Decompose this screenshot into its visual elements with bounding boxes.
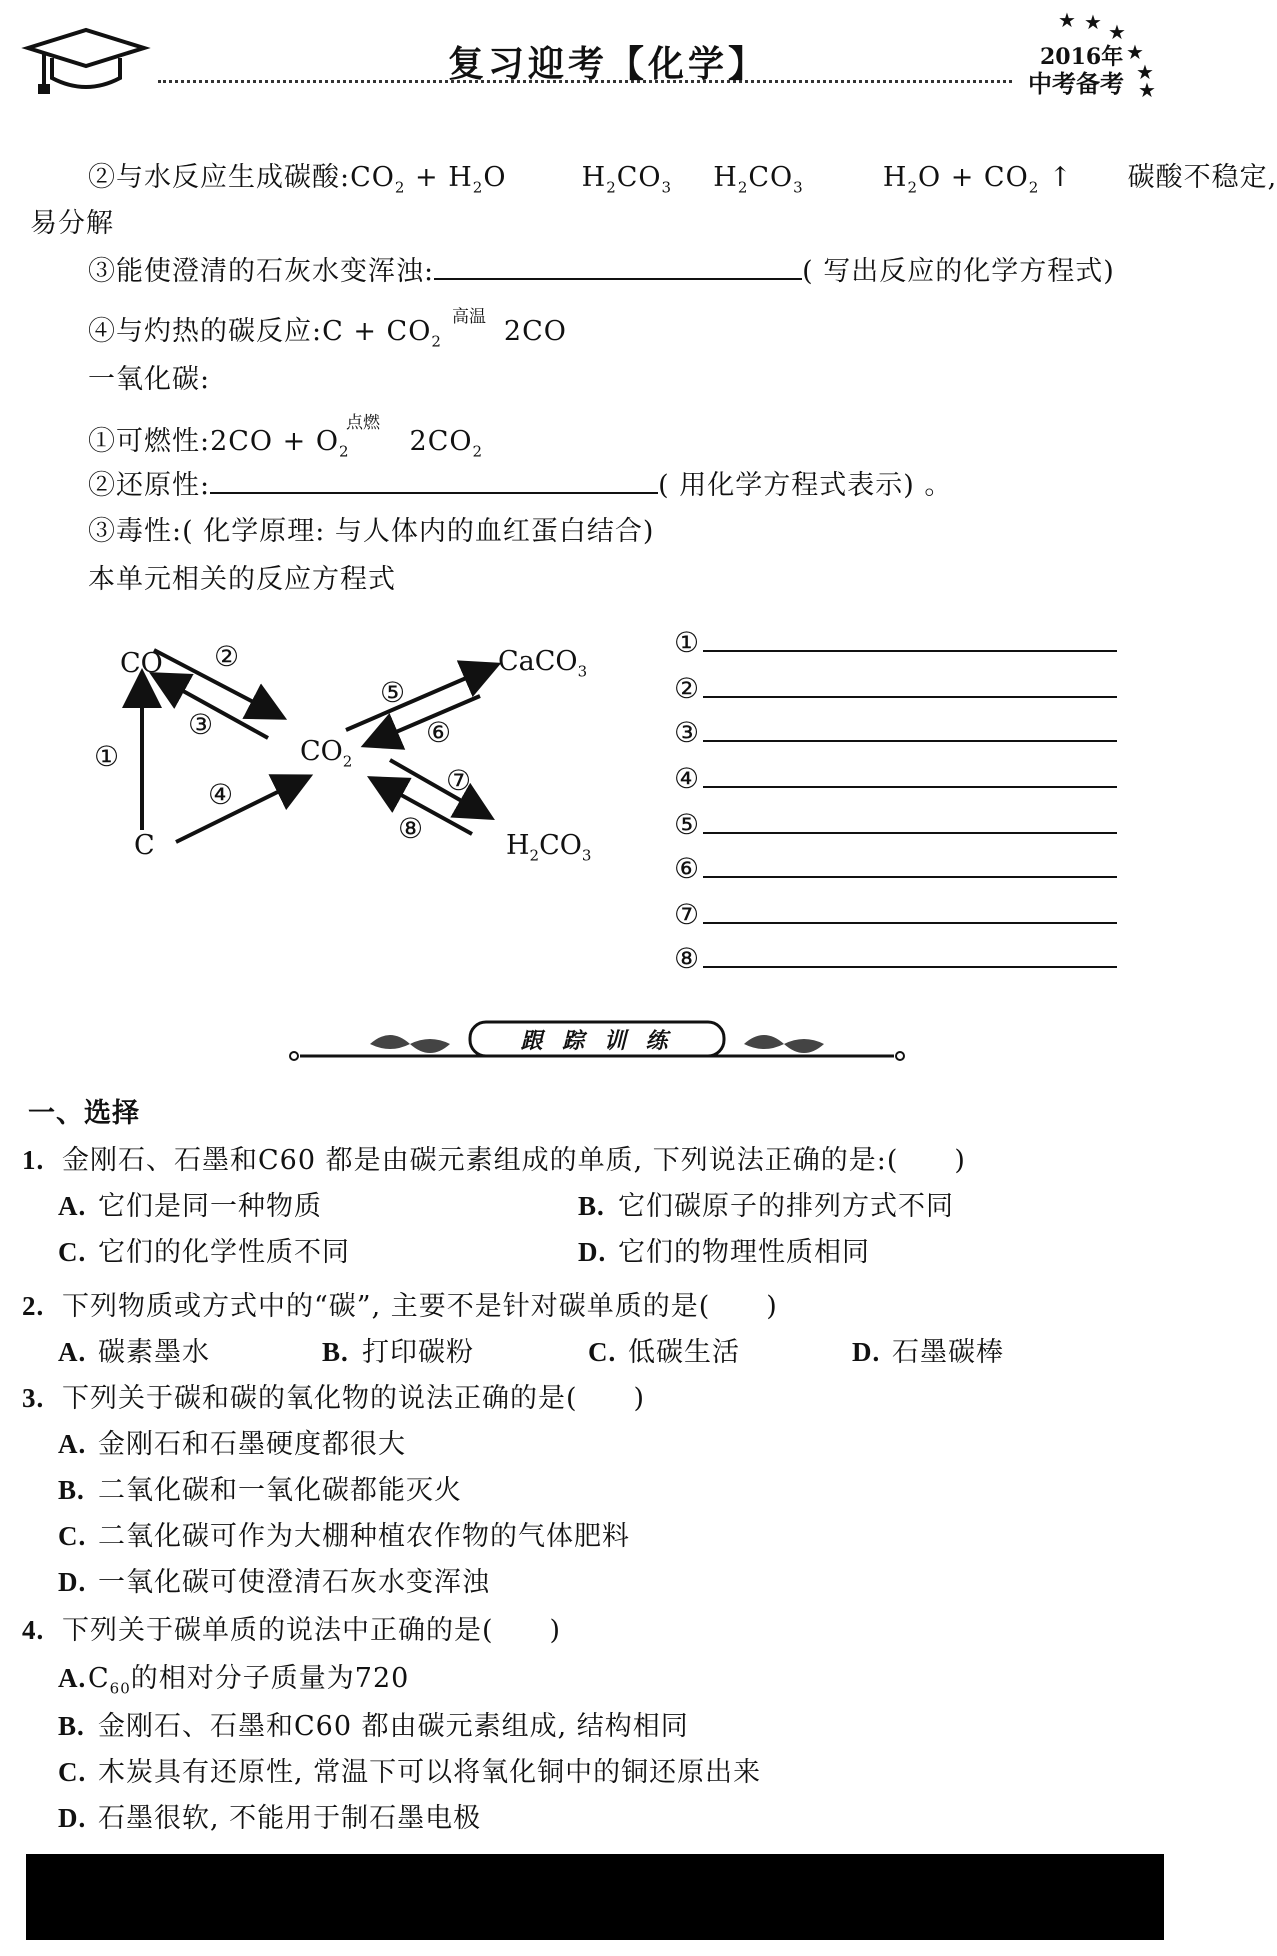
node-h2co3: $H_2CO_3$ [506, 830, 592, 865]
label-5: ⑤ [380, 676, 406, 709]
answer-blank-3[interactable] [703, 710, 1117, 742]
star-icon: ★ [1058, 8, 1076, 32]
answer-row-5: ⑤ [674, 802, 1117, 842]
carbon-reaction-line: ④与灼热的碳反应:C + $CO_2$ 2CO [88, 316, 567, 351]
answer-row-3: ③ [674, 710, 1117, 750]
reducing-line: ②还原性: ( 用化学方程式表示) 。 [88, 470, 953, 501]
label-8: ⑧ [398, 812, 424, 845]
answer-blank-4[interactable] [703, 756, 1117, 788]
star-icon: ★ [1084, 10, 1102, 34]
label-6: ⑥ [426, 716, 452, 749]
node-co: CO [120, 648, 163, 679]
answer-blank-limewater[interactable] [434, 254, 802, 280]
q3-option-a[interactable]: A. 金刚石和石墨硬度都很大 [58, 1429, 406, 1460]
answer-blank-1[interactable] [703, 620, 1117, 652]
label-3: ③ [188, 708, 214, 741]
q4-option-d[interactable]: D. 石墨很软, 不能用于制石墨电极 [58, 1803, 482, 1834]
page-title: 复习迎考【化学】 [448, 43, 769, 85]
co2-water-line: ②与水反应生成碳酸$:CO_2 + H_2O$ $H_2CO_3$ $H_2CO_3$ $H_2O + CO_2$ ↑ 碳酸不稳定, [88, 162, 1277, 197]
answer-row-6: ⑥ [674, 846, 1117, 886]
star-icon: ★ [1126, 40, 1144, 64]
co-title: 一氧化碳: [88, 364, 211, 395]
star-icon: ★ [1108, 20, 1126, 44]
arrow-4 [176, 778, 306, 842]
label-7: ⑦ [446, 764, 472, 797]
section-banner [280, 1018, 914, 1064]
q3-option-d[interactable]: D. 一氧化碳可使澄清石灰水变浑浊 [58, 1567, 490, 1598]
q3-option-b[interactable]: B. 二氧化碳和一氧化碳都能灭火 [58, 1475, 462, 1506]
q3-option-c[interactable]: C. 二氧化碳可作为大棚种植农作物的气体肥料 [58, 1521, 630, 1552]
unit-title: 本单元相关的反应方程式 [88, 564, 396, 595]
q2-option-b[interactable]: B. 打印碳粉 [322, 1337, 474, 1368]
footer-bar [26, 1854, 1164, 1940]
answer-row-8: ⑧ [674, 936, 1117, 976]
question-2: 2. 下列物质或方式中的“碳”, 主要不是针对碳单质的是( ) [22, 1291, 778, 1322]
condition-ignite: 点燃 [346, 413, 380, 433]
node-co2: $CO_2$ [300, 736, 353, 771]
q1-option-a[interactable]: A. 它们是同一种物质 [58, 1191, 322, 1222]
graduation-cap-icon [24, 26, 148, 96]
q4-option-c[interactable]: C. 木炭具有还原性, 常温下可以将氧化铜中的铜还原出来 [58, 1757, 762, 1788]
co2-water-cont: 易分解 [30, 208, 114, 239]
answer-row-4: ④ [674, 756, 1117, 796]
answer-blank-6[interactable] [703, 846, 1117, 878]
question-4: 4. 下列关于碳单质的说法中正确的是( ) [22, 1615, 562, 1646]
arrow-7 [390, 760, 488, 816]
q4-option-b[interactable]: B. 金刚石、石墨和C60 都由碳元素组成, 结构相同 [58, 1711, 689, 1742]
label-1: ① [94, 740, 120, 773]
label-4: ④ [208, 778, 234, 811]
flammable-line: ①可燃性:2CO + $O_2$ $2CO_2$ [88, 426, 484, 461]
answer-blank-8[interactable] [703, 936, 1117, 968]
answer-blank-7[interactable] [703, 892, 1117, 924]
question-3: 3. 下列关于碳和碳的氧化物的说法正确的是( ) [22, 1383, 646, 1414]
answer-blank-5[interactable] [703, 802, 1117, 834]
header-year: 2016年 [1040, 44, 1124, 70]
q1-option-d[interactable]: D. 它们的物理性质相同 [578, 1237, 870, 1268]
q2-option-a[interactable]: A. 碳素墨水 [58, 1337, 210, 1368]
answer-blank-reducing[interactable] [210, 468, 658, 494]
label-2: ② [214, 640, 240, 673]
header-subtitle: 中考备考 [1028, 69, 1124, 98]
answer-row-2: ② [674, 666, 1117, 706]
q2-option-c[interactable]: C. 低碳生活 [588, 1337, 740, 1368]
answer-row-7: ⑦ [674, 892, 1117, 932]
q2-option-d[interactable]: D. 石墨碳棒 [852, 1337, 1004, 1368]
reaction-diagram [94, 620, 620, 880]
star-icon: ★ [1138, 78, 1156, 102]
q1-option-b[interactable]: B. 它们碳原子的排列方式不同 [578, 1191, 954, 1222]
node-c: C [134, 830, 155, 861]
header [0, 0, 1190, 110]
toxic-line: ③毒性:( 化学原理: 与人体内的血红蛋白结合) [88, 516, 655, 547]
q4-option-a[interactable]: $A.C_{60}$的相对分子质量为720 [58, 1663, 410, 1698]
section-title: 一、选择 [28, 1098, 140, 1129]
q1-option-c[interactable]: C. 它们的化学性质不同 [58, 1237, 350, 1268]
node-caco3: CaCO$_3$ [498, 646, 588, 681]
star-icon: ★ [1136, 60, 1154, 84]
limewater-line: ③能使澄清的石灰水变浑浊: ( 写出反应的化学方程式) [88, 256, 1115, 287]
answer-blank-2[interactable] [703, 666, 1117, 698]
condition-high-temp: 高温 [452, 307, 486, 327]
answer-row-1: ① [674, 620, 1117, 660]
section-banner-label: 跟 踪 训 练 [520, 1028, 674, 1054]
question-1: 1. 金刚石、石墨和C60 都是由碳元素组成的单质, 下列说法正确的是:( ) [22, 1145, 966, 1176]
